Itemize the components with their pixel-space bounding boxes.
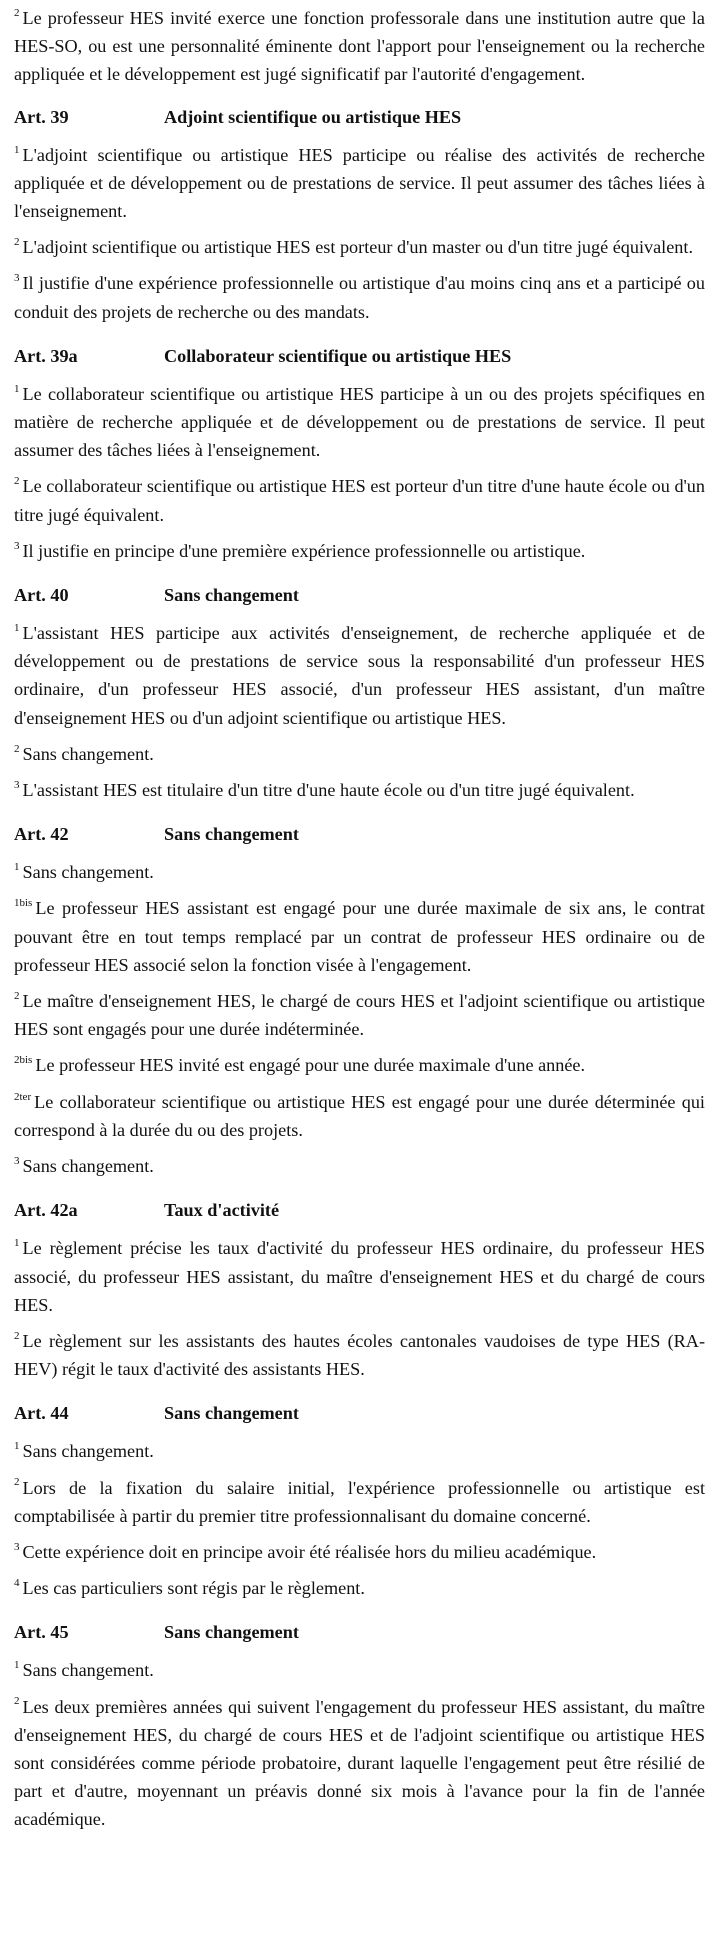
paragraph-text: Sans changement.: [22, 1441, 154, 1462]
paragraph-text: Le règlement précise les taux d'activité du professeur HES ordinaire, du professeur HES associé, du professeur HES assistant, du maître d'enseignement HES et du chargé de cours HES.: [14, 1238, 705, 1315]
article-number: Art. 42: [14, 824, 69, 845]
paragraph-number: 1: [14, 621, 20, 634]
paragraph-text: Les cas particuliers sont régis par le règlement.: [22, 1578, 365, 1599]
paragraph: [14, 894, 705, 979]
article-number: Art. 39: [14, 106, 69, 127]
paragraph: [14, 4, 705, 89]
paragraph: [14, 776, 705, 804]
paragraph-text: Le maître d'enseignement HES, le chargé de cours HES et l'adjoint scientifique ou artistique HES sont engagés pour une durée indéterminée.: [14, 991, 705, 1040]
paragraph-text: Le collaborateur scientifique ou artistique HES est porteur d'un titre d'une haute école ou d'un titre jugé équivalent.: [14, 476, 705, 525]
article-title: Sans changement: [164, 585, 299, 606]
article-title: Adjoint scientifique ou artistique HES: [164, 106, 462, 127]
document-body: [14, 4, 705, 1834]
paragraph: [14, 1574, 705, 1602]
paragraph: [14, 1327, 705, 1383]
article-title: Sans changement: [164, 824, 299, 845]
paragraph-text: L'assistant HES participe aux activités d'enseignement, de recherche appliquée et de développement ou de prestations de service sous la responsabilité d'un professeur HES ordinaire, d'un professeur HES associé, d'un professeur HES assistant, d'un maître d'enseignement HES ou d'un adjoint scientifique ou artistique HES.: [14, 623, 705, 728]
paragraph-number: 2: [14, 1476, 20, 1489]
paragraph-text: L'assistant HES est titulaire d'un titre d'une haute école ou d'un titre jugé équivalent.: [22, 780, 635, 801]
paragraph-number: 1: [14, 861, 20, 874]
paragraph-number: 3: [14, 779, 20, 791]
paragraph-number: 4: [14, 1577, 20, 1590]
paragraph: [14, 1437, 705, 1465]
paragraph-number: 2: [14, 990, 20, 1003]
paragraph: [14, 1088, 705, 1144]
paragraph-number: 3: [14, 1540, 20, 1553]
paragraph: [14, 141, 705, 226]
paragraph: [14, 1656, 705, 1684]
paragraph-number: 2bis: [14, 1054, 33, 1067]
paragraph-number: 2: [14, 6, 20, 19]
paragraph-number: 2: [14, 236, 20, 249]
paragraph: [14, 1538, 705, 1566]
article-heading: [14, 1399, 705, 1427]
paragraph: [14, 1152, 705, 1180]
paragraph-text: Le professeur HES assistant est engagé pour une durée maximale de six ans, le contrat pouvant être en tout temps remplacé par un contrat de professeur HES ordinaire ou de professeur HES associé selon la fonction visée à l'engagement.: [14, 898, 705, 975]
paragraph: [14, 858, 705, 886]
paragraph-text: Le professeur HES invité est engagé pour une durée maximale d'une année.: [35, 1055, 586, 1076]
paragraph-text: Sans changement.: [22, 862, 154, 883]
paragraph-number: 2: [14, 1695, 20, 1708]
paragraph: [14, 537, 705, 565]
paragraph-text: Il justifie en principe d'une première expérience professionnelle ou artistique.: [22, 540, 586, 561]
article-number: Art. 40: [14, 585, 69, 606]
paragraph: [14, 740, 705, 768]
paragraph: [14, 1051, 705, 1079]
paragraph: [14, 619, 705, 732]
paragraph-text: Le collaborateur scientifique ou artistique HES participe à un ou des projets spécifiques en matière de recherche appliquée et de développement ou de prestations de service. Il peut assumer des tâches liées à l'enseignement.: [14, 383, 705, 461]
paragraph-number: 1: [14, 1237, 20, 1250]
paragraph-number: 1: [14, 143, 20, 156]
article-number: Art. 42a: [14, 1200, 78, 1221]
paragraph-number: 1: [14, 1440, 20, 1453]
article-heading: [14, 103, 705, 131]
article-number: Art. 44: [14, 1403, 69, 1424]
article-title: Taux d'activité: [164, 1200, 280, 1221]
paragraph-text: L'adjoint scientifique ou artistique HES participe ou réalise des activités de recherche appliquée et de développement ou de prestations de service. Il peut assumer des tâches liées à l'enseignement.: [14, 144, 705, 222]
paragraph-number: 2: [14, 475, 20, 488]
paragraph-text: Sans changement.: [22, 743, 154, 764]
paragraph-text: Les deux premières années qui suivent l'engagement du professeur HES assistant, du maître d'enseignement HES, du chargé de cours HES et de l'adjoint scientifique ou artistique HES sont considérées comme période probatoire, durant laquelle l'engagement peut être résilié de part et d'autre, moyennant un préavis donné six mois à l'avance pour la fin de l'année académique.: [14, 1696, 705, 1830]
article-heading: [14, 581, 705, 609]
article-heading: [14, 820, 705, 848]
paragraph: [14, 987, 705, 1043]
paragraph-number: 3: [14, 272, 20, 285]
paragraph: [14, 1234, 705, 1319]
paragraph: [14, 472, 705, 528]
paragraph-number: 1: [14, 382, 20, 395]
paragraph-number: 1: [14, 1659, 20, 1672]
article-number: Art. 45: [14, 1622, 69, 1643]
paragraph: [14, 1693, 705, 1834]
article-heading: [14, 1196, 705, 1224]
article-title: Sans changement: [164, 1403, 299, 1424]
paragraph-text: Lors de la fixation du salaire initial, l'expérience professionnelle ou artistique est comptabilisée à partir du premier titre professionnalisant du domaine concerné.: [14, 1477, 705, 1526]
paragraph-number: 3: [14, 1155, 20, 1168]
paragraph-number: 2: [14, 742, 20, 755]
paragraph-text: Cette expérience doit en principe avoir été réalisée hors du milieu académique.: [22, 1541, 597, 1562]
paragraph-number: 2: [14, 1329, 20, 1342]
paragraph-number: 2ter: [14, 1090, 32, 1103]
article-title: Sans changement: [164, 1622, 299, 1643]
paragraph: [14, 233, 705, 261]
paragraph: [14, 380, 705, 465]
paragraph-number: 3: [14, 539, 20, 552]
paragraph-text: Sans changement.: [22, 1660, 154, 1681]
paragraph-number: 1bis: [14, 897, 33, 910]
paragraph-text: L'adjoint scientifique ou artistique HES est porteur d'un master ou d'un titre jugé équivalent.: [22, 237, 693, 258]
paragraph-text: Le règlement sur les assistants des hautes écoles cantonales vaudoises de type HES (RA-HEV) régit le taux d'activité des assistants HES.: [14, 1330, 705, 1380]
paragraph-text: Sans changement.: [22, 1156, 154, 1177]
article-number: Art. 39a: [14, 345, 78, 366]
paragraph: [14, 269, 705, 325]
article-heading: [14, 1618, 705, 1646]
paragraph: [14, 1474, 705, 1530]
article-heading: [14, 342, 705, 370]
paragraph-text: Il justifie d'une expérience professionnelle ou artistique d'au moins cinq ans et a participé ou conduit des projets de recherche ou des mandats.: [14, 273, 705, 322]
article-title: Collaborateur scientifique ou artistique HES: [164, 345, 512, 366]
paragraph-text: Le professeur HES invité exerce une fonction professorale dans une institution autre que la HES-SO, ou est une personnalité éminente dont l'apport pour l'enseignement ou la recherche appliquée et le développement est jugé significatif par l'autorité d'engagement.: [14, 8, 705, 85]
paragraph-text: Le collaborateur scientifique ou artistique HES est engagé pour une durée déterminée qui correspond à la durée du ou des projets.: [14, 1091, 705, 1140]
